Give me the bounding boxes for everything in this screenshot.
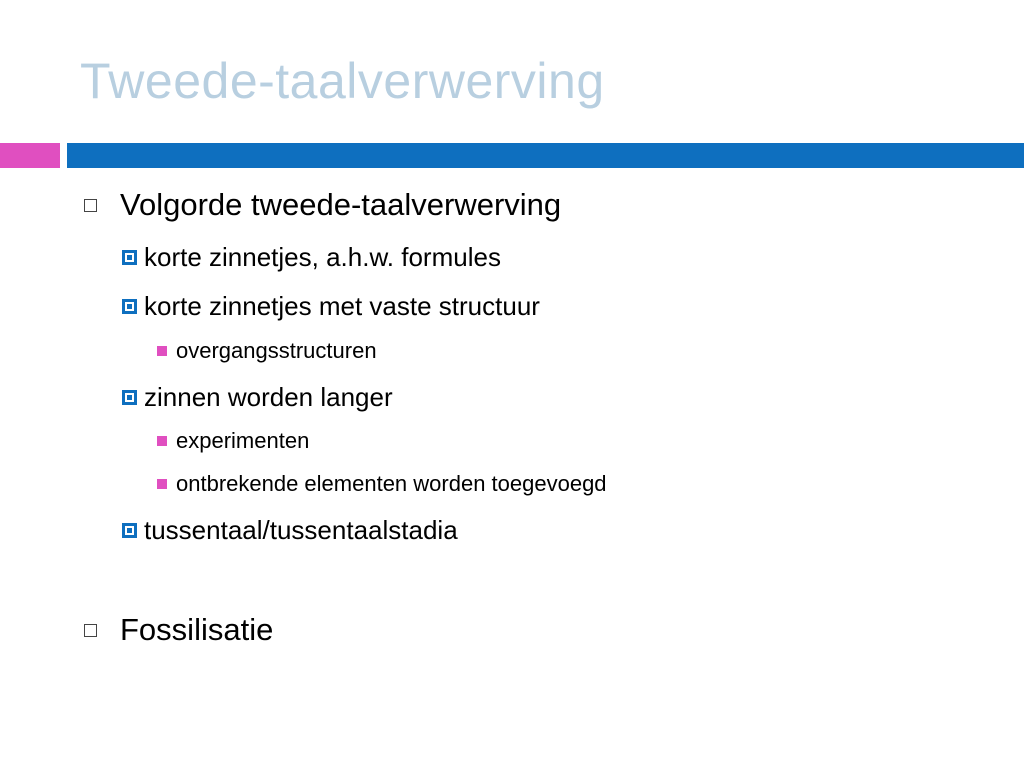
bullet-level3-experimenten — [157, 428, 309, 454]
bullet-text: experimenten — [176, 428, 310, 453]
bullet-level1-fossilisatie — [84, 612, 273, 648]
pink-square-bullet-icon — [157, 436, 167, 446]
boxed-square-bullet-icon — [122, 390, 137, 405]
hollow-square-bullet-icon — [84, 624, 97, 637]
bullet-text: overgangsstructuren — [176, 338, 377, 363]
slide-title: Tweede-taalverwerving — [80, 53, 605, 109]
bullet-text: zinnen worden langer — [144, 382, 393, 412]
pink-square-bullet-icon — [157, 479, 167, 489]
boxed-square-bullet-icon — [122, 250, 137, 265]
bullet-level2-vaste-structuur — [122, 291, 540, 322]
boxed-square-bullet-icon — [122, 523, 137, 538]
pink-square-bullet-icon — [157, 346, 167, 356]
bullet-text: korte zinnetjes met vaste structuur — [144, 291, 540, 321]
bullet-level3-overgangsstructuren — [157, 338, 377, 364]
bullet-text: Volgorde tweede-taalverwerving — [120, 187, 562, 222]
bullet-text: tussentaal/tussentaalstadia — [144, 515, 458, 545]
hollow-square-bullet-icon — [84, 199, 97, 212]
bullet-level2-formules — [122, 242, 501, 273]
bullet-level2-tussentaal — [122, 515, 458, 546]
bullet-level2-zinnen-langer — [122, 382, 393, 413]
bullet-level3-ontbrekende-elementen — [157, 471, 607, 497]
title-accent-bar-blue — [67, 143, 1024, 168]
bullet-text: Fossilisatie — [120, 612, 274, 647]
bullet-level1-volgorde — [84, 187, 561, 223]
boxed-square-bullet-icon — [122, 299, 137, 314]
bullet-text: korte zinnetjes, a.h.w. formules — [144, 242, 501, 272]
title-accent-bar-pink — [0, 143, 60, 168]
bullet-text: ontbrekende elementen worden toegevoegd — [176, 471, 607, 496]
